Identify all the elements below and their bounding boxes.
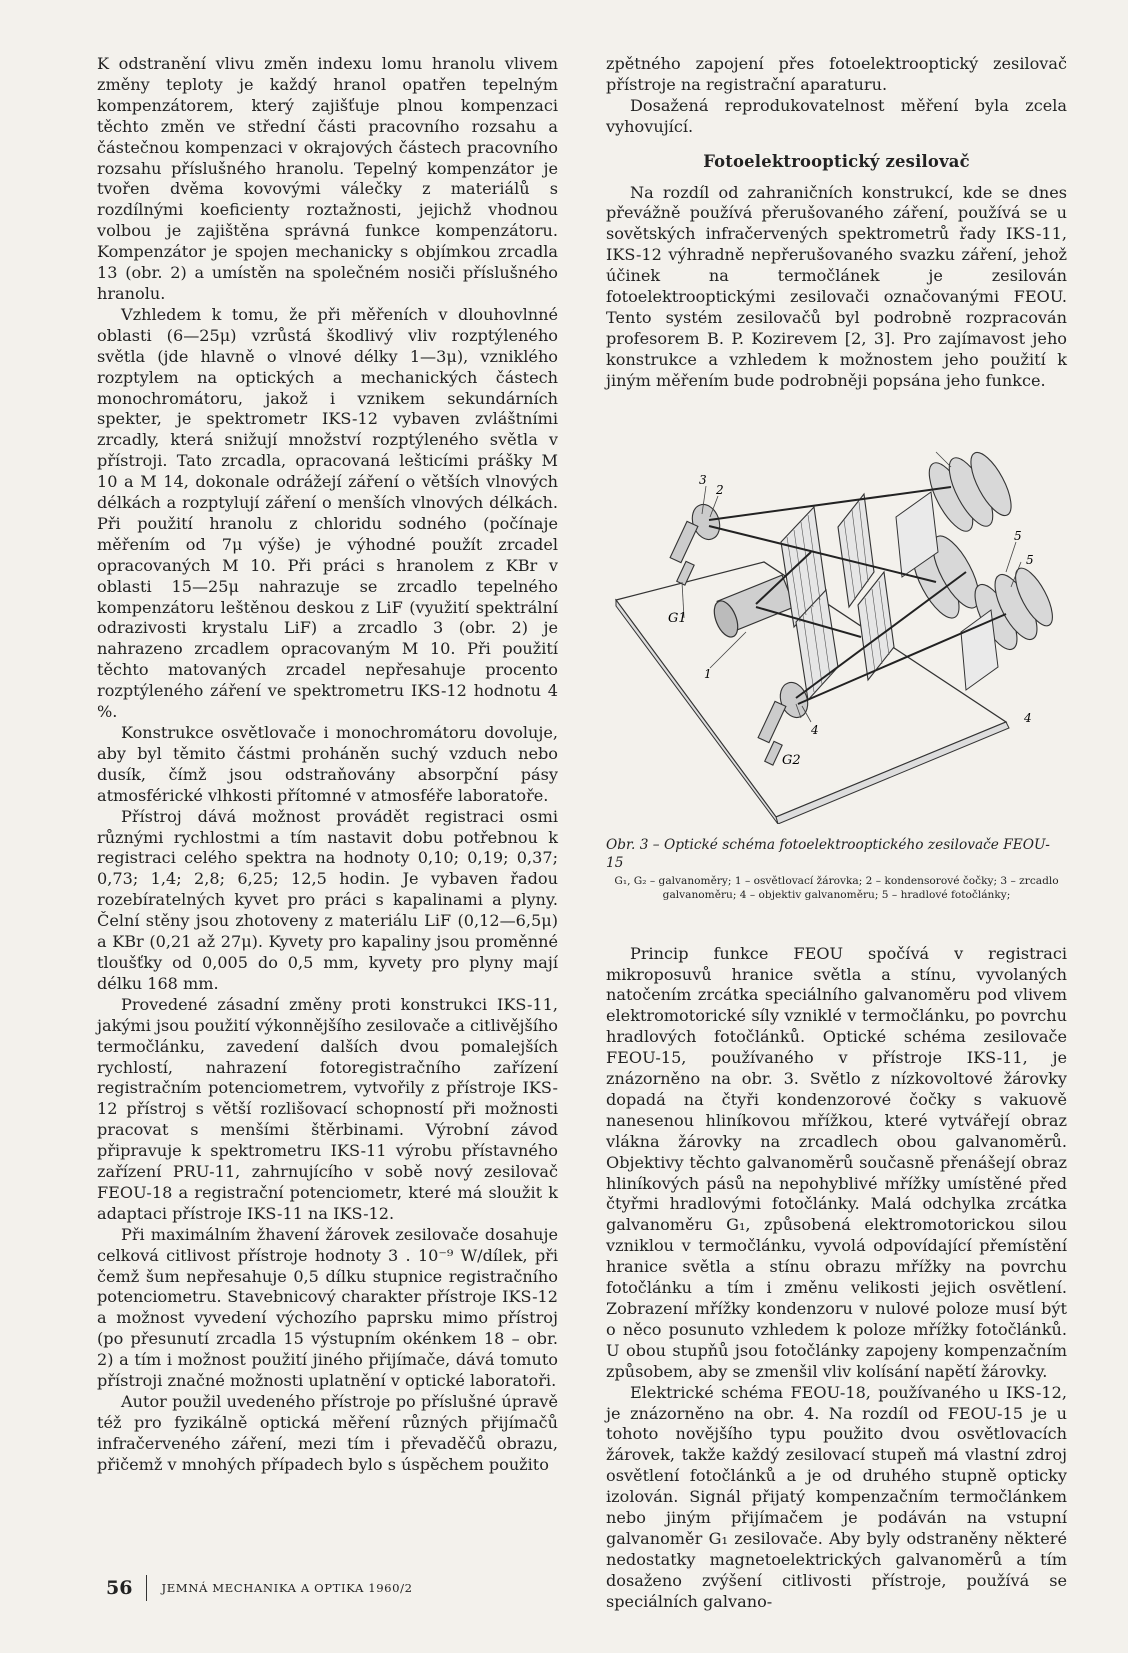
paragraph: Na rozdíl od zahraničních konstrukcí, kde se dnes převážně používá přerušovaného záření, používá se u sovětských infračervených spektrometrů řady IKS-11, IKS-12 výhradně nepřerušovaného svazku záření, jehož účinek na termočlánek je zesilován fotoelektrooptickými zesilovači označovanými FEOU. Tento systém zesilovačů byl podrobně rozpracován profesorem B. P. Kozirevem [2, 3]. Pro zajímavost jeho konstrukce a vzhledem k možnostem jeho použití k jiným měřením bude podrobněji popsána jeho funkce. (606, 182, 1067, 390)
page-footer (106, 1575, 413, 1601)
figure-caption: Obr. 3 – Optické schéma fotoelektrooptického zesilovače FEOU-15 (606, 836, 1050, 871)
label-5-side: 5 (1026, 552, 1034, 567)
optical-schema-drawing (606, 422, 1067, 824)
label-g1: G1 (668, 610, 687, 626)
page-number: 56 (106, 1577, 133, 1599)
label-g2: G2 (782, 752, 801, 768)
footer-divider (146, 1575, 147, 1601)
paragraph: zpětného zapojení přes fotoelektrooptický zesilovač přístroje na registrační aparaturu. (606, 54, 1067, 94)
paragraph: Princip funkce FEOU spočívá v registraci mikroposuvů hranice světla a stínu, vyvolaných natočením zrcátka speciálního galvanoměru pod vlivem elektromotorické síly vzniklé v termočlánku, po povrchu hradlových fotočlánků. Optické schéma zesilovače FEOU-15, používaného v přístroje IKS-11, je znázorněno na obr. 3. Světlo z nízkovoltové žárovky dopadá na čtyři kondenzorové čočky s vakuově nanesenou hliníkovou mřížkou, které vytvářejí obraz vlákna žárovky na zrcadlech obou galvanoměrů. Objektivy těchto galvanoměrů současně přenášejí obraz hliníkových pásů na nepohyblivé mřížky umístěné před čtyřmi hradlovými fotočlánky. Malá odchylka zrcátka galvanoměru G₁, způsobená elektromotorickou silou vzniklou v termočlánku, vyvolá odpovídající přemístění hranice světla a stínu obrazu mřížky na povrchu fotočlánku a tím i změnu velikosti jejich osvětlení. Zobrazení mřížky kondenzoru v nulové poloze musí být o něco posunuto vzhledem k poloze mřížky fotočlánků. U obou stupňů jsou fotočlánky zapojeny kompenzačním způsobem, aby se zmenšil vliv kolísání napětí žárovky. (606, 943, 1067, 1381)
journal-name: JEMNÁ MECHANIKA A OPTIKA 1960/2 (161, 1581, 413, 1595)
paragraph: Dosažená reprodukovatelnost měření byla zcela vyhovující. (606, 95, 1067, 136)
label-4: 4 (811, 722, 819, 737)
section-heading: Fotoelektrooptický zesilovač (703, 151, 970, 171)
paragraph: Konstrukce osvětlovače i monochromátoru dovoluje, aby byl těmito částmi proháněn suchý vzduch nebo dusík, čímž jsou odstraňovány absorpční pásy atmosférické vlhkosti přítomné v atmosféře laboratoře. (97, 723, 558, 805)
paragraph: Při maximálním žhavení žárovek zesilovače dosahuje celková citlivost přístroje hodnoty 3 . 10⁻⁹ W/dílek, při čemž šum nepřesahuje 0,5 dílku stupnice registračního potenciometru. Stavebnicový charakter přístroje IKS-12 a možnost vyvedení výchozího paprsku mimo přístroj (po přesunutí zrcadla 15 výstupním okénkem 18 – obr. 2) a tím i možnost použití jiného přijímače, dává tomuto přístroji značné možnosti uplatnění v optické laboratoři. (97, 1224, 558, 1391)
label-2: 2 (716, 482, 724, 497)
figure-legend: G₁, G₂ – galvanoměry; 1 – osvětlovací žárovka; 2 – kondensorové čočky; 3 – zrcadlo galvanoměru; 4 – objektiv galvanoměru; 5 – hradlové fotočlánky; (614, 874, 1059, 901)
figure-optical-schema (606, 422, 1067, 824)
paragraph: K odstranění vlivu změn indexu lomu hranolu vlivem změny teploty je každý hranol opatřen tepelným kompenzátorem, který zajišťuje plnou kompenzaci těchto změn ve střední části pracovního rozsahu a částečnou kompenzaci v okrajových částech pracovního rozsahu příslušného hranolu. Tepelný kompenzátor je tvořen dvěma kovovými válečky z materiálů s rozdílnými koeficienty roztažnosti, jejichž vhodnou volbou je zajištěna správná funkce kompenzátoru. Kompenzátor je spojen mechanicky s objímkou zrcadla 13 (obr. 2) a umístěn na společném nosiči příslušného hranolu. (97, 54, 558, 303)
base-plate-side (616, 600, 778, 824)
galvanometer-g1 (670, 500, 724, 584)
right-column (606, 54, 1067, 1613)
paragraph: Vzhledem k tomu, že při měřeních v dlouhovlnné oblasti (6—25μ) vzrůstá škodlivý vliv rozptýleného světla (jde hlavně o vlnové délky 1—3μ), vzniklého rozptylem na optických a mechanických částech monochromátoru, jakož i vznikem sekundárních spekter, je spektrometr IKS-12 vybaven zvláštními zrcadly, která snižují množství rozptýleného světla v přístroji. Tato zrcadla, opracovaná lešticími prášky M 10 a M 14, dokonale odrážejí záření o větších vlnových délkách a rozptylují záření o menších vlnových délkách. Při použití hranolu z chloridu sodného (počínaje měřením od 7μ výše) je výhodné použít zrcadel opracovaných M 10. Při práci s hranolem z KBr v oblasti 15—25μ nahrazuje se zrcadlo tepelného kompenzátoru leštěnou deskou z LiF (využití spektrální odrazivosti krystalu LiF) a zrcadlo 3 (obr. 2) je nahrazeno zrcadlem opracovaným M 10. Při použití těchto matovaných zrcadel nepřesahuje procento rozptýleného záření ve spektrometru IKS-12 hodnotu 4 %. (97, 304, 558, 722)
label-4-base: 4 (1024, 710, 1032, 725)
label-1: 1 (704, 666, 712, 681)
label-5-top: 5 (1014, 528, 1022, 543)
paragraph: Provedené zásadní změny proti konstrukci IKS-11, jakými jsou použití výkonnějšího zesilovače a citlivějšího termočlánku, zavedení dalších dvou pomalejších rychlostí, nahrazení fotoregistračního zařízení registračním potenciometrem, vytvořily z přístroje IKS-12 přístroj s větší rozlišovací schopností při možnosti pracovat s menšími štěrbinami. Výrobní závod připravuje k spektrometru IKS-11 výrobu přístavného zařízení PRU-11, zahrnujícího v sobě nový zesilovač FEOU-18 a registrační potenciometr, které má sloužit k adaptaci přístroje IKS-11 na IKS-12. (97, 994, 558, 1223)
base-plate-edge (776, 722, 1009, 824)
paragraph: Přístroj dává možnost provádět registraci osmi různými rychlostmi a tím nastavit dobu potřebnou k registraci celého spektra na hodnoty 0,10; 0,19; 0,37; 0,73; 1,4; 2,8; 6,25; 12,5 hodin. Je vybaven řadou rozebíratelných kyvet pro práci s kapalinami a plyny. Čelní stěny jsou zhotoveny z materiálu LiF (0,12—6,5μ) a KBr (0,21 až 27μ). Kyvety pro kapaliny jsou proměnné tloušťky od 0,005 do 0,5 mm, kyvety pro plyny mají délku 168 mm. (97, 806, 558, 993)
label-3: 3 (699, 472, 707, 487)
paragraph: Elektrické schéma FEOU-18, používaného u IKS-12, je znázorněno na obr. 4. Na rozdíl od FEOU-15 je u tohoto novějšího typu použito dvou osvětlovacích žárovek, takže každý zesilovací stupeň má vlastní zdroj osvětlení fotočlánků a je od druhého stupně opticky izolován. Signál přijatý kompenzačním termočlánkem nebo jiným přijímačem je podáván na vstupní galvanoměr G₁ zesilovače. Aby byly odstraněny některé nedostatky magnetoelektrických galvanoměrů a tím dosaženo zvýšení citlivosti přístroje, používá se speciálních galvano- (606, 1382, 1067, 1611)
left-column (97, 54, 558, 1476)
paragraph: Autor použil uvedeného přístroje po příslušné úpravě též pro fyzikálně optická měření různých přijímačů infračerveného záření, mezi tím i převaděčů obrazu, přičemž v mnohých případech bylo s úspěchem použito (97, 1392, 558, 1474)
lamp-housing (710, 575, 795, 640)
